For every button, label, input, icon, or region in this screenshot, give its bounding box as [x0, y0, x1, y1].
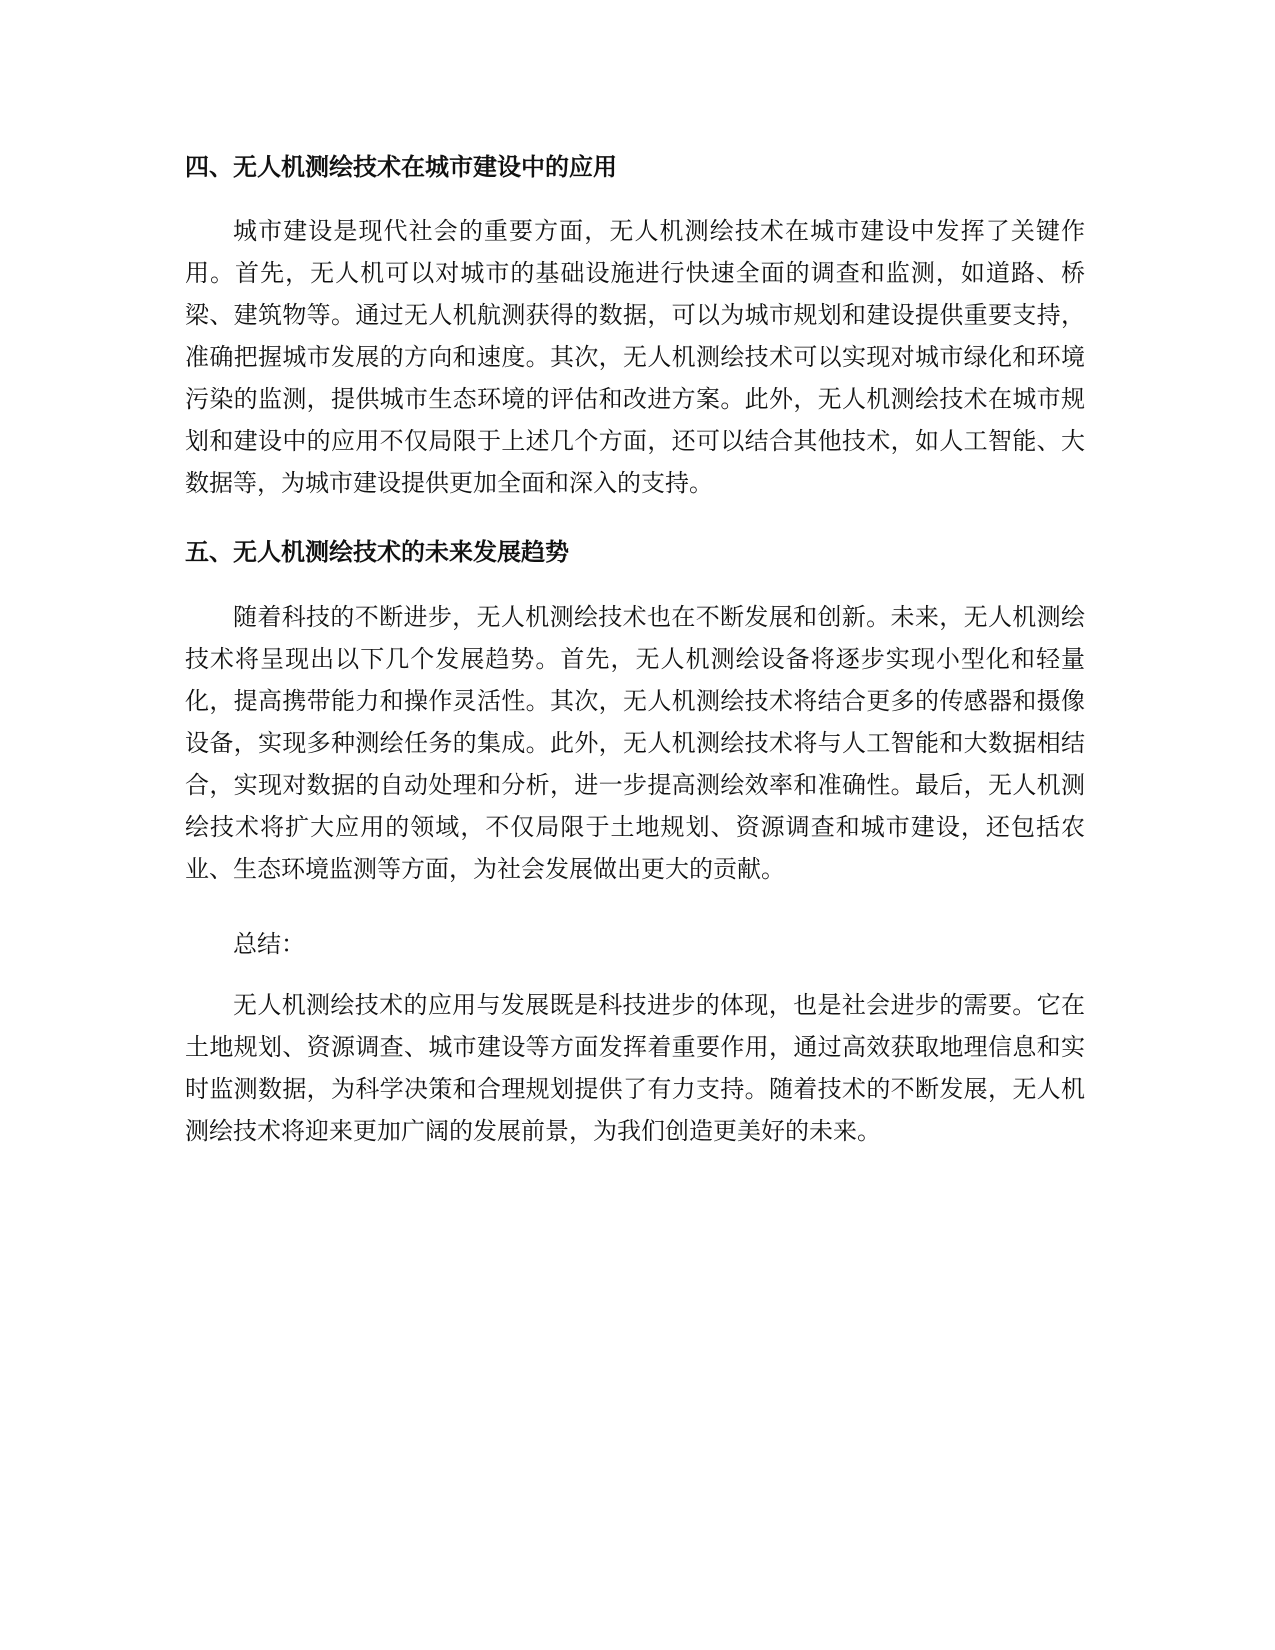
section-heading-urban-construction: 四、无人机测绘技术在城市建设中的应用 [185, 153, 617, 181]
summary-label: 总结： [233, 930, 305, 958]
section-paragraph-urban-construction: 城市建设是现代社会的重要方面，无人机测绘技术在城市建设中发挥了关键作用。首先，无人机可以对城市的基础设施进行快速全面的调查和监测，如道路、桥梁、建筑物等。通过无人机航测获得的数据，可以为城市规划和建设提供重要支持，准确把握城市发展的方向和速度。其次，无人机测绘技术可以实现对城市绿化和环境污染的监测，提供城市生态环境的评估和改进方案。此外，无人机测绘技术在城市规划和建设中的应用不仅局限于上述几个方面，还可以结合其他技术，如人工智能、大数据等，为城市建设提供更加全面和深入的支持。 [185, 217, 1085, 497]
section-heading-future-trends: 五、无人机测绘技术的未来发展趋势 [185, 538, 569, 566]
summary-paragraph: 无人机测绘技术的应用与发展既是科技进步的体现，也是社会进步的需要。它在土地规划、资源调查、城市建设等方面发挥着重要作用，通过高效获取地理信息和实时监测数据，为科学决策和合理规划提供了有力支持。随着技术的不断发展，无人机测绘技术将迎来更加广阔的发展前景，为我们创造更美好的未来。 [185, 991, 1085, 1145]
section-paragraph-future-trends: 随着科技的不断进步，无人机测绘技术也在不断发展和创新。未来，无人机测绘技术将呈现出以下几个发展趋势。首先，无人机测绘设备将逐步实现小型化和轻量化，提高携带能力和操作灵活性。其次，无人机测绘技术将结合更多的传感器和摄像设备，实现多种测绘任务的集成。此外，无人机测绘技术将与人工智能和大数据相结合，实现对数据的自动处理和分析，进一步提高测绘效率和准确性。最后，无人机测绘技术将扩大应用的领域，不仅局限于土地规划、资源调查和城市建设，还包括农业、生态环境监测等方面，为社会发展做出更大的贡献。 [185, 603, 1085, 883]
